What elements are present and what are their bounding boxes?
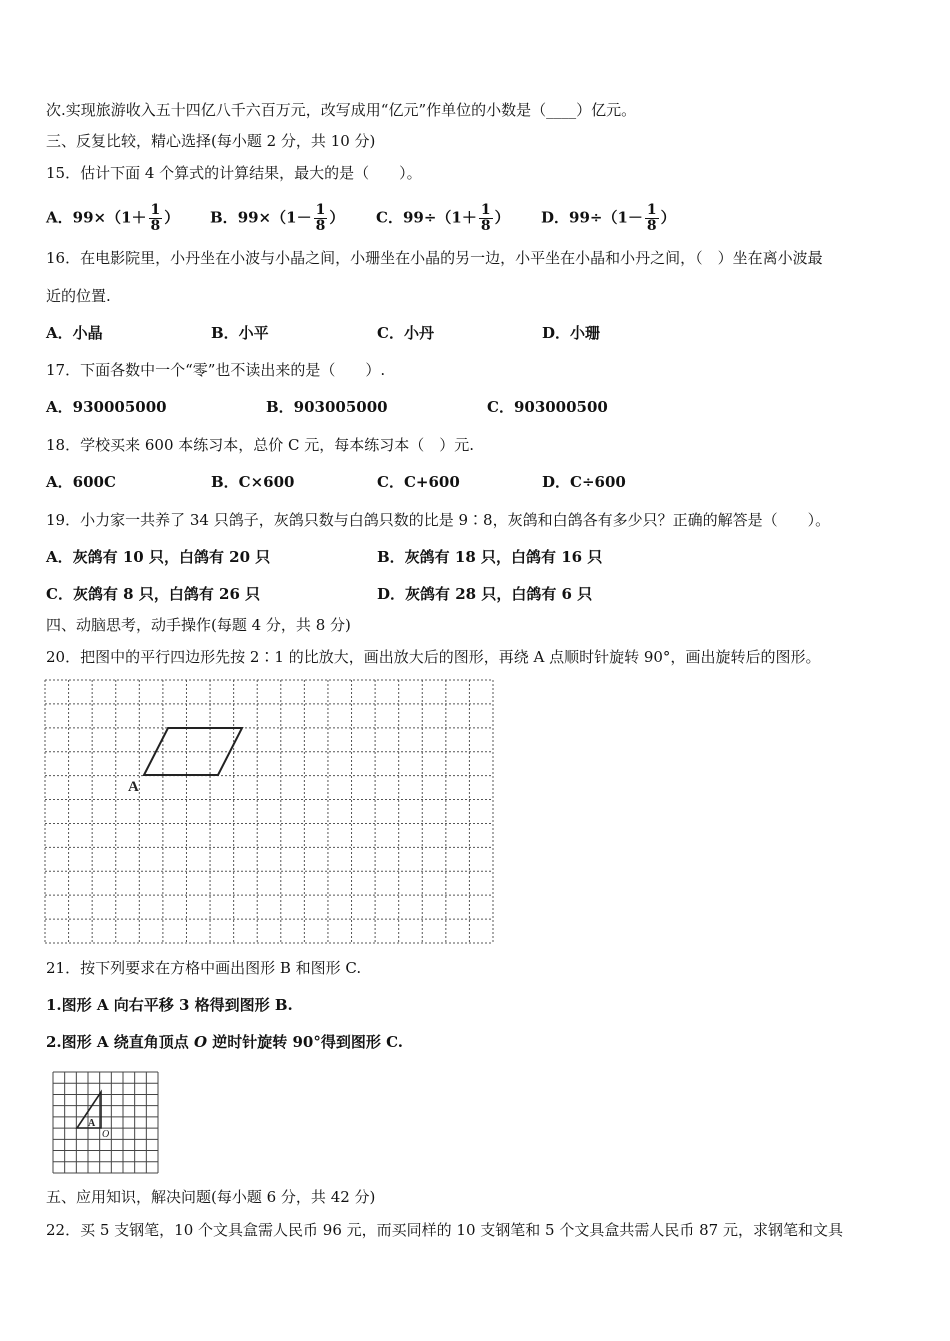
q16-option-b: B．小平 [211, 324, 269, 342]
q21-grid-figure [52, 1071, 160, 1175]
q15-option-a: A．99×（1＋ $\frac{1}{8}$ ） [46, 202, 180, 234]
q19-option-b: B．灰鸽有 18 只，白鸽有 16 只 [377, 548, 603, 566]
q16-text-continued: 近的位置. [46, 287, 111, 305]
q18-option-a: A．600C [46, 473, 116, 491]
q17-text: 17．下面各数中一个“零”也不读出来的是（ ）. [46, 361, 386, 379]
q22-text: 22．买 5 支钢笔，10 个文具盒需人民币 96 元，而买同样的 10 支钢笔和 5 个文具盒共需人民币 87 元，求钢笔和文具 [46, 1221, 843, 1239]
q21-text: 21．按下列要求在方格中画出图形 B 和图形 C. [46, 959, 362, 977]
q18-option-c: C．C+600 [377, 473, 460, 491]
section-5-heading: 五、应用知识，解决问题(每小题 6 分，共 42 分) [46, 1188, 376, 1206]
q18-text: 18．学校买来 600 本练习本，总价 C 元，每本练习本（ ）元. [46, 436, 475, 454]
section-4-heading: 四、动脑思考，动手操作(每题 4 分，共 8 分) [46, 616, 351, 634]
q17-option-a: A．930005000 [46, 398, 167, 416]
q18-option-b: B．C×600 [211, 473, 295, 491]
q20-text: 20．把图中的平行四边形先按 2∶1 的比放大，画出放大后的图形，再绕 A 点顺时针旋转 90°，画出旋转后的图形。 [46, 648, 821, 666]
q14-tail-text: 次.实现旅游收入五十四亿八千六百万元，改写成用“亿元”作单位的小数是（____）亿元。 [46, 101, 637, 119]
q16-option-d: D．小珊 [542, 324, 601, 342]
q21-step-1: 1.图形 A 向右平移 3 格得到图形 B. [46, 996, 293, 1014]
q16-option-a: A．小晶 [46, 324, 103, 342]
section-3-heading: 三、反复比较，精心选择(每小题 2 分，共 10 分) [46, 132, 376, 150]
q21-shape-a-label: A [88, 1118, 96, 1129]
q19-text: 19．小力家一共养了 34 只鸽子，灰鸽只数与白鸽只数的比是 9∶8，灰鸽和白鸽各有多少只？正确的解答是（ ）。 [46, 511, 831, 529]
q18-option-d: D．C÷600 [542, 473, 626, 491]
q20-point-a-label: A [128, 779, 139, 795]
q19-option-c: C．灰鸽有 8 只，白鸽有 26 只 [46, 585, 261, 603]
q16-option-c: C．小丹 [377, 324, 434, 342]
q16-text: 16．在电影院里，小丹坐在小波与小晶之间，小珊坐在小晶的另一边，小平坐在小晶和小丹之间，（ ）坐在离小波最 [46, 249, 823, 267]
q21-vertex-o-label: O [102, 1129, 110, 1140]
q21-step-2: 2.图形 A 绕直角顶点 O 逆时针旋转 90°得到图形 C. [46, 1033, 403, 1051]
q19-option-a: A．灰鸽有 10 只，白鸽有 20 只 [46, 548, 271, 566]
q15-text: 15．估计下面 4 个算式的计算结果，最大的是（ ）。 [46, 164, 422, 182]
q17-option-c: C．903000500 [487, 398, 608, 416]
q20-grid-figure [44, 679, 494, 945]
q15-option-c: C．99÷（1＋ $\frac{1}{8}$ ） [376, 202, 510, 234]
q19-option-d: D．灰鸽有 28 只，白鸽有 6 只 [377, 585, 593, 603]
q15-option-b: B．99×（1－ $\frac{1}{8}$ ） [210, 202, 345, 234]
q15-option-d: D．99÷（1－ $\frac{1}{8}$ ） [541, 202, 676, 234]
q17-option-b: B．903005000 [266, 398, 388, 416]
